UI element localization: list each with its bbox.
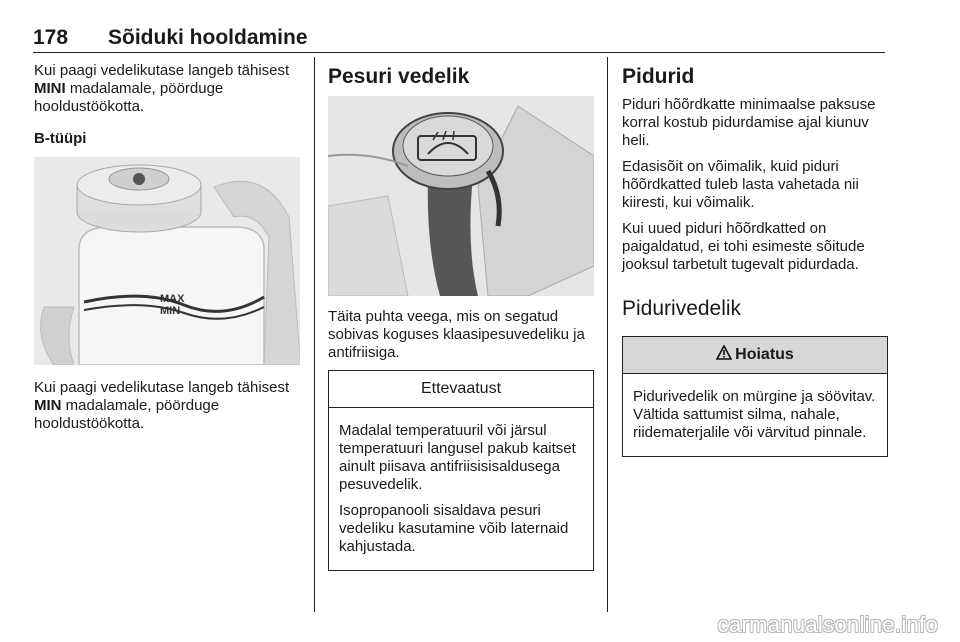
warning-triangle-icon	[716, 345, 732, 365]
paragraph-min-level: Kui paagi vedelikutase langeb tähisest MIN madalamale, pöörduge hooldustöökotta.	[34, 379, 290, 432]
column-divider	[314, 57, 315, 612]
brakes-paragraph: Piduri hõõrdkatte minimaalse paksuse korral kostub pidurdamise ajal kiunuv heli.	[622, 96, 876, 149]
label-min: MIN	[34, 397, 62, 414]
heading-brakes: Pidurid	[622, 65, 695, 88]
max-mark-label: MAX	[160, 293, 185, 305]
warning-header	[623, 337, 887, 374]
page-header	[33, 26, 885, 53]
heading-washer-fluid: Pesuri vedelik	[328, 65, 470, 88]
column-left	[34, 62, 300, 441]
caution-paragraph: Isopropanooli sisaldava pesuri vedeliku kasutamine võib laternaid kahjustada.	[339, 502, 569, 555]
chapter-title: Sõiduki hooldamine	[108, 26, 308, 49]
heading-brake-fluid: Pidurivedelik	[622, 297, 742, 320]
label-mini: MINI	[34, 80, 66, 97]
caution-paragraph: Madalal temperatuuril või järsul temperatuuri langusel pakub kaitset ainult piisava antifriisisisaldusega pesuvedelik.	[339, 422, 576, 493]
caution-box	[328, 370, 594, 571]
subheading-b-type: B-tüüpi	[34, 130, 87, 147]
warning-title: Hoiatus	[735, 346, 794, 363]
min-mark-label: MIN	[160, 305, 181, 317]
caution-title: Ettevaatust	[329, 371, 593, 408]
warning-box	[622, 336, 888, 457]
washer-caption: Täita puhta veega, mis on segatud sobivas koguses klaasipesuvedeliku ja antifriisiga.	[328, 308, 585, 361]
washer-cap-illustration	[328, 96, 594, 296]
column-middle	[328, 62, 594, 571]
warning-paragraph: Pidurivedelik on mürgine ja söövitav. Vältida sattumist silma, nahale, riidematerjalile või värvitud pinnale.	[633, 388, 876, 441]
paragraph-mini-level: Kui paagi vedelikutase langeb tähisest MINI madalamale, pöörduge hooldustöökotta.	[34, 62, 290, 115]
washer-cap-drawing	[328, 96, 594, 296]
caution-body	[329, 408, 593, 570]
watermark: carmanualsonline.info	[717, 612, 938, 637]
reservoir-illustration	[34, 157, 300, 365]
reservoir-drawing	[34, 157, 300, 365]
brakes-paragraph: Kui uued piduri hõõrdkatted on paigaldatud, ei tohi esimeste sõitude jooksul tarbetult tugevalt pidurdada.	[622, 220, 865, 273]
brakes-paragraph: Edasisõit on võimalik, kuid piduri hõõrdkatted tuleb lasta vahetada nii kiiresti, kui võimalik.	[622, 158, 859, 211]
column-divider	[607, 57, 608, 612]
column-right	[622, 62, 888, 457]
warning-body	[623, 374, 887, 456]
page-number: 178	[33, 26, 69, 49]
